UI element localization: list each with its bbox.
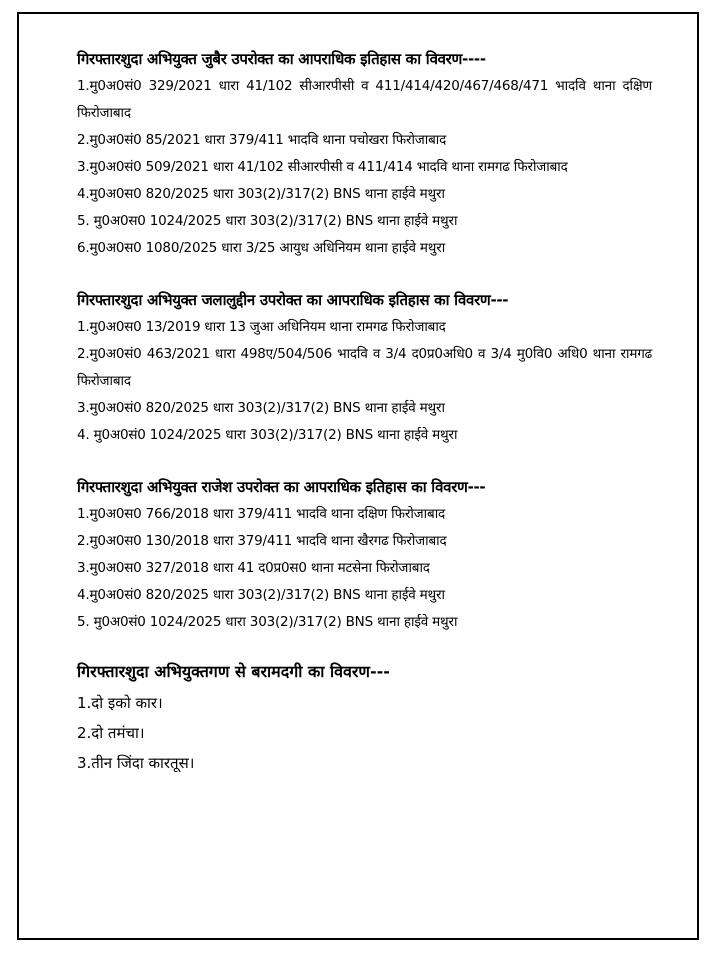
history-line: 1.मु0अ0सं0 329/2021 धारा 41/102 सीआरपीसी व 411/414/420/467/468/471 भादवि थाना दक्षिण फिरोजाबाद xyxy=(77,78,652,121)
document-body xyxy=(77,46,652,803)
history-section-jalaluddin xyxy=(77,287,652,449)
history-line: 3.मु0अ0सं0 509/2021 धारा 41/102 सीआरपीसी व 411/414 भादवि थाना रामगढ फिरोजाबाद xyxy=(77,159,568,175)
section-heading: गिरफ्तारशुदा अभियुक्त राजेश उपरोक्त का आपराधिक इतिहास का विवरण--- xyxy=(77,478,486,496)
history-line: 6.मु0अ0स0 1080/2025 धारा 3/25 आयुध अधिनियम थाना हाईवे मथुरा xyxy=(77,240,446,256)
document-frame xyxy=(17,12,699,940)
history-line: 1.मु0अ0स0 13/2019 धारा 13 जुआ अधिनियम थाना रामगढ फिरोजाबाद xyxy=(77,319,446,335)
recovery-heading: गिरफ्तारशुदा अभियुक्तगण से बरामदगी का विवरण--- xyxy=(77,662,390,681)
history-line: 4.मु0अ0सं0 820/2025 धारा 303(2)/317(2) BNS थाना हाईवे मथुरा xyxy=(77,587,445,603)
recovery-item: 2.दो तमंचा। xyxy=(77,724,145,742)
recovery-item: 3.तीन जिंदा कारतूस। xyxy=(77,754,195,772)
history-line: 2.मु0अ0स0 130/2018 धारा 379/411 भादवि थाना खैरगढ फिरोजाबाद xyxy=(77,533,447,549)
history-section-rajesh xyxy=(77,474,652,636)
history-line: 5. मु0अ0सं0 1024/2025 धारा 303(2)/317(2) BNS थाना हाईवे मथुरा xyxy=(77,614,458,630)
history-line: 4. मु0अ0सं0 1024/2025 धारा 303(2)/317(2) BNS थाना हाईवे मथुरा xyxy=(77,427,458,443)
history-line: 2.मु0अ0सं0 463/2021 धारा 498ए/504/506 भादवि व 3/4 द0प्र0अधि0 व 3/4 मु0वि0 अधि0 थाना रामगढ फिरोजाबाद xyxy=(77,346,652,389)
recovery-item: 1.दो इको कार। xyxy=(77,694,163,712)
history-line: 4.मु0अ0स0 820/2025 धारा 303(2)/317(2) BNS थाना हाईवे मथुरा xyxy=(77,186,445,202)
history-line: 1.मु0अ0स0 766/2018 धारा 379/411 भादवि थाना दक्षिण फिरोजाबाद xyxy=(77,506,445,522)
history-line: 5. मु0अ0स0 1024/2025 धारा 303(2)/317(2) BNS थाना हाईवे मथुरा xyxy=(77,213,458,229)
history-section-zubair xyxy=(77,46,652,262)
recovery-section xyxy=(77,656,652,778)
history-line: 3.मु0अ0स0 327/2018 धारा 41 द0प्र0स0 थाना मटसेना फिरोजाबाद xyxy=(77,560,430,576)
section-heading: गिरफ्तारशुदा अभियुक्त जुबैर उपरोक्त का आपराधिक इतिहास का विवरण---- xyxy=(77,50,486,68)
section-heading: गिरफ्तारशुदा अभियुक्त जलालुद्दीन उपरोक्त का आपराधिक इतिहास का विवरण--- xyxy=(77,291,509,309)
history-line: 3.मु0अ0सं0 820/2025 धारा 303(2)/317(2) BNS थाना हाईवे मथुरा xyxy=(77,400,445,416)
history-line: 2.मु0अ0सं0 85/2021 धारा 379/411 भादवि थाना पचोखरा फिरोजाबाद xyxy=(77,132,447,148)
